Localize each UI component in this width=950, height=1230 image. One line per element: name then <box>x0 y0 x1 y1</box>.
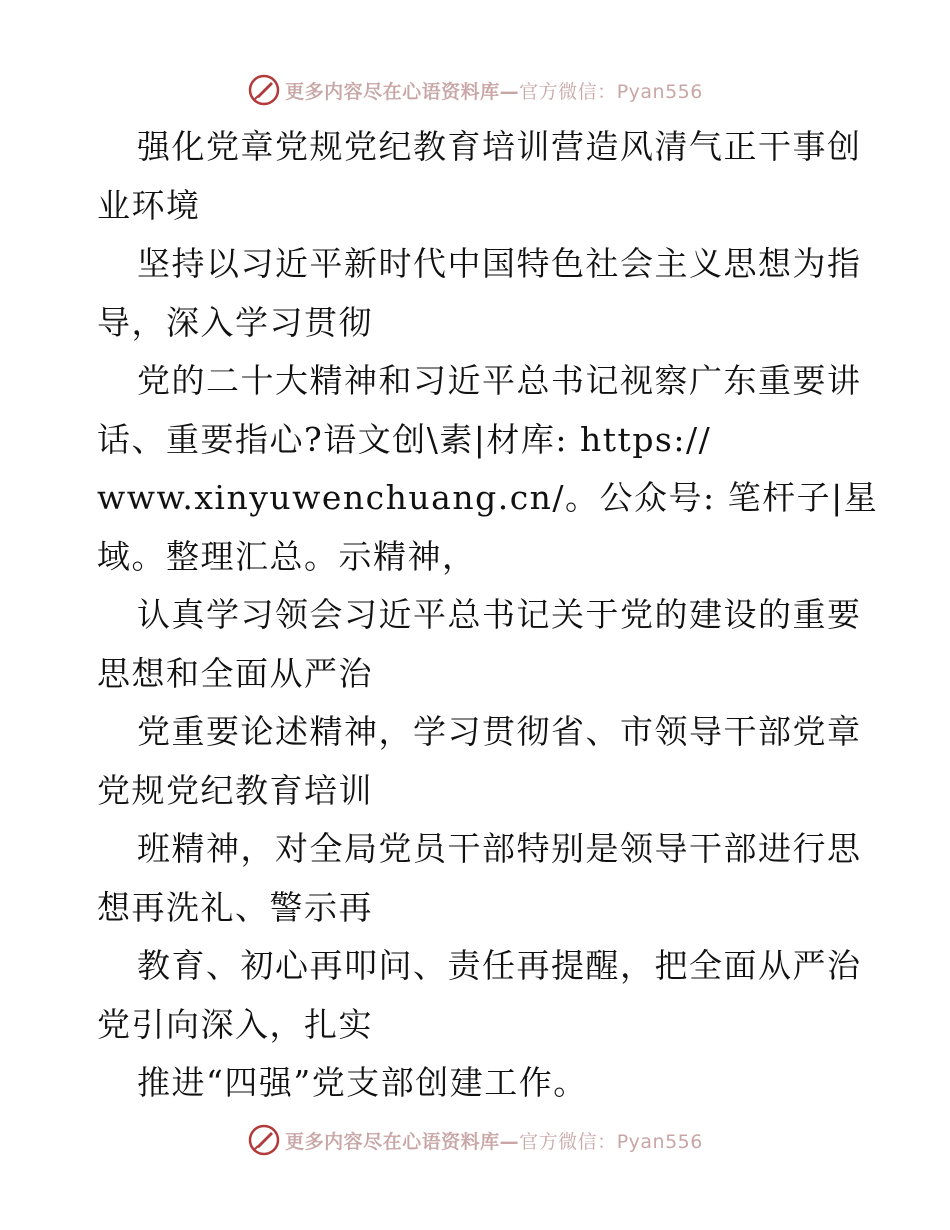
banner-text <box>285 1127 703 1154</box>
banner-wechat-label: 官方微信： <box>519 80 617 103</box>
banner-wechat-id: Pyan556 <box>616 1130 703 1153</box>
text-line-3: 坚持以习近平新时代中国特色社会主义思想为指 <box>137 244 862 283</box>
banner-text <box>285 77 703 104</box>
text-line-4: 导，深入学习贯彻 <box>97 302 373 342</box>
text-line-2: 业环境 <box>97 185 201 225</box>
document-body <box>97 118 879 1113</box>
text-line-16: 党引向深入，扎实 <box>97 1004 373 1044</box>
text-line-1: 强化党章党规党纪教育培训营造风清气正干事创 <box>137 127 862 166</box>
text-line-17: 推进“四强”党支部创建工作。 <box>137 1063 588 1102</box>
text-line-15: 教育、初心再叩问、责任再提醒，把全面从严治 <box>137 946 862 985</box>
banner-wechat-id: Pyan556 <box>616 80 703 103</box>
text-line-12: 党规党纪教育培训 <box>97 770 373 810</box>
banner-main: 更多内容尽在心语资料库 <box>285 80 500 103</box>
quill-logo-icon <box>247 1123 281 1157</box>
text-line-10: 思想和全面从严治 <box>97 653 373 693</box>
text-line-6: 话、重要指心?语文创\素|材库: https:// <box>97 419 712 459</box>
text-line-8: 域。整理汇总。示精神， <box>97 536 477 576</box>
footer-banner <box>0 1120 950 1160</box>
banner-wechat-label: 官方微信： <box>519 1130 617 1153</box>
text-line-14: 想再洗礼、警示再 <box>97 887 373 927</box>
text-line-11: 党重要论述精神，学习贯彻省、市领导干部党章 <box>137 712 862 751</box>
banner-main: 更多内容尽在心语资料库 <box>285 1130 500 1153</box>
banner-dash: — <box>499 80 520 103</box>
quill-logo-icon <box>247 73 281 107</box>
banner-dash: — <box>499 1130 520 1153</box>
text-line-9: 认真学习领会习近平总书记关于党的建设的重要 <box>137 595 862 634</box>
text-line-5: 党的二十大精神和习近平总书记视察广东重要讲 <box>137 361 862 400</box>
header-banner <box>0 70 950 110</box>
text-line-7: www.xinyuwenchuang.cn/。公众号: 笔杆子|星 <box>97 478 879 517</box>
text-line-13: 班精神，对全局党员干部特别是领导干部进行思 <box>137 829 862 868</box>
